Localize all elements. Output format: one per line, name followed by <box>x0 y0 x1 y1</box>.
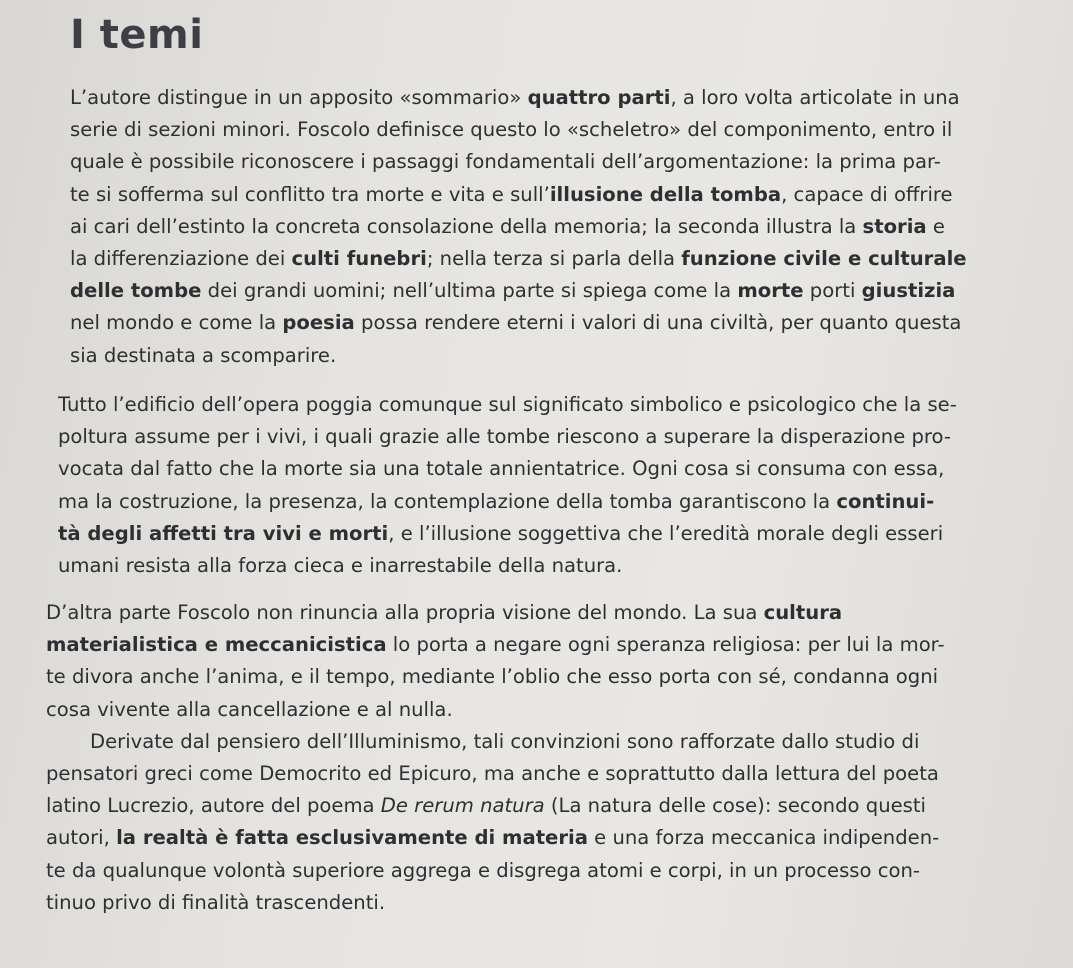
text-line <box>46 822 1017 854</box>
text-line <box>70 275 983 307</box>
bold-phrase: tà degli affetti tra vivi e morti <box>58 521 389 545</box>
text-run: sia destinata a scomparire. <box>70 343 337 367</box>
text-line <box>70 179 983 211</box>
text-run: Derivate dal pensiero dell’Illuminismo, tali convinzioni sono rafforzate dallo studio di <box>90 729 920 753</box>
text-run: lo porta a negare ogni speranza religiosa: per lui la mor- <box>386 633 945 657</box>
text-run: umani resista alla forza cieca e inarrestabile della natura. <box>58 554 623 578</box>
text-line <box>46 694 1017 726</box>
bold-phrase: quattro parti <box>527 86 671 109</box>
text-run: vocata dal fatto che la morte sia una totale annientatrice. Ogni cosa si consuma con essa, <box>58 457 945 481</box>
bold-phrase: delle tombe <box>70 279 202 303</box>
text-line <box>46 758 1017 790</box>
text-run: autori, <box>46 826 117 850</box>
text-run: ai cari dell’estinto la concreta consolazione della memoria; la seconda illustra la <box>70 214 863 238</box>
text-run: D’altra parte Foscolo non rinuncia alla propria visione del mondo. La sua <box>46 601 764 624</box>
text-line <box>70 243 983 275</box>
bold-phrase: continui- <box>836 489 935 513</box>
text-run: cosa vivente alla cancellazione e al nulla. <box>46 697 453 721</box>
bold-phrase: materialistica e meccanicistica <box>46 633 387 657</box>
text-run: nel mondo e come la <box>70 311 283 335</box>
text-run: te divora anche l’anima, e il tempo, mediante l’oblio che esso porta con sé, condanna ogni <box>46 665 939 689</box>
italic-phrase: De rerum natura <box>380 794 545 818</box>
text-run: pensatori greci come Democrito ed Epicuro, ma anche e soprattutto dalla lettura del poeta <box>46 762 939 786</box>
text-run: (La natura delle cose): secondo questi <box>544 794 926 818</box>
text-run: poltura assume per i vivi, i quali grazie alle tombe riescono a superare la disperazione pro- <box>58 425 951 449</box>
bold-phrase: cultura <box>763 601 843 624</box>
text-line <box>58 421 1007 453</box>
text-run: dei grandi uomini; nell’ultima parte si spiega come la <box>201 279 738 303</box>
text-run: e <box>926 214 945 238</box>
paragraph-3 <box>46 597 1017 919</box>
text-run: possa rendere eterni i valori di una civiltà, per quanto questa <box>354 311 962 335</box>
text-run: L’autore distingue in un apposito «sommario» <box>70 86 528 109</box>
text-line <box>58 550 1007 582</box>
bold-phrase: la realtà è fatta esclusivamente di materia <box>116 826 588 850</box>
text-line <box>70 146 983 178</box>
text-line <box>58 486 1007 518</box>
text-line <box>46 726 1017 758</box>
text-run: , e l’illusione soggettiva che l’eredità morale degli esseri <box>388 521 944 545</box>
text-line <box>70 340 983 372</box>
text-run: serie di sezioni minori. Foscolo definisce questo lo «scheletro» del componimento, entro il <box>70 118 953 142</box>
text-line <box>46 597 1017 629</box>
text-run: te si sofferma sul conflitto tra morte e vita e sull’ <box>70 182 550 206</box>
paragraph-2 <box>58 389 1007 582</box>
paragraph-1 <box>70 82 983 372</box>
text-line <box>46 629 1017 661</box>
text-line <box>58 389 1007 421</box>
text-line <box>46 855 1017 887</box>
text-run: te da qualunque volontà superiore aggrega e disgrega atomi e corpi, in un processo con- <box>46 858 920 882</box>
text-run: e una forza meccanica indipenden- <box>587 826 940 850</box>
text-run: latino Lucrezio, autore del poema <box>46 794 381 818</box>
text-line <box>70 82 983 114</box>
text-run: , a loro volta articolate in una <box>670 86 960 109</box>
section-title: I temi <box>70 12 204 58</box>
text-run: Tutto l’edificio dell’opera poggia comunque sul significato simbolico e psicologico che la se- <box>58 393 957 416</box>
text-run: quale è possibile riconoscere i passaggi fondamentali dell’argomentazione: la prima par- <box>70 150 941 174</box>
text-line <box>46 661 1017 693</box>
bold-phrase: storia <box>862 214 927 238</box>
bold-phrase: poesia <box>282 311 355 335</box>
text-line <box>70 211 983 243</box>
bold-phrase: morte <box>737 279 804 303</box>
text-run: tinuo privo di finalità trascendenti. <box>46 890 386 914</box>
text-line <box>46 790 1017 822</box>
text-line <box>70 307 983 339</box>
text-line <box>70 114 983 146</box>
bold-phrase: giustizia <box>861 279 956 303</box>
text-run: porti <box>803 279 862 303</box>
text-run: ; nella terza si parla della <box>426 247 682 271</box>
text-run: la differenziazione dei <box>70 247 292 271</box>
text-line <box>58 518 1007 550</box>
text-run: , capace di offrire <box>781 182 953 206</box>
bold-phrase: illusione della tomba <box>549 182 782 206</box>
bold-phrase: culti funebri <box>291 247 427 271</box>
text-run: ma la costruzione, la presenza, la contemplazione della tomba garantiscono la <box>58 489 837 513</box>
bold-phrase: funzione civile e culturale <box>681 247 967 271</box>
text-line <box>58 453 1007 485</box>
text-line <box>46 887 1017 919</box>
